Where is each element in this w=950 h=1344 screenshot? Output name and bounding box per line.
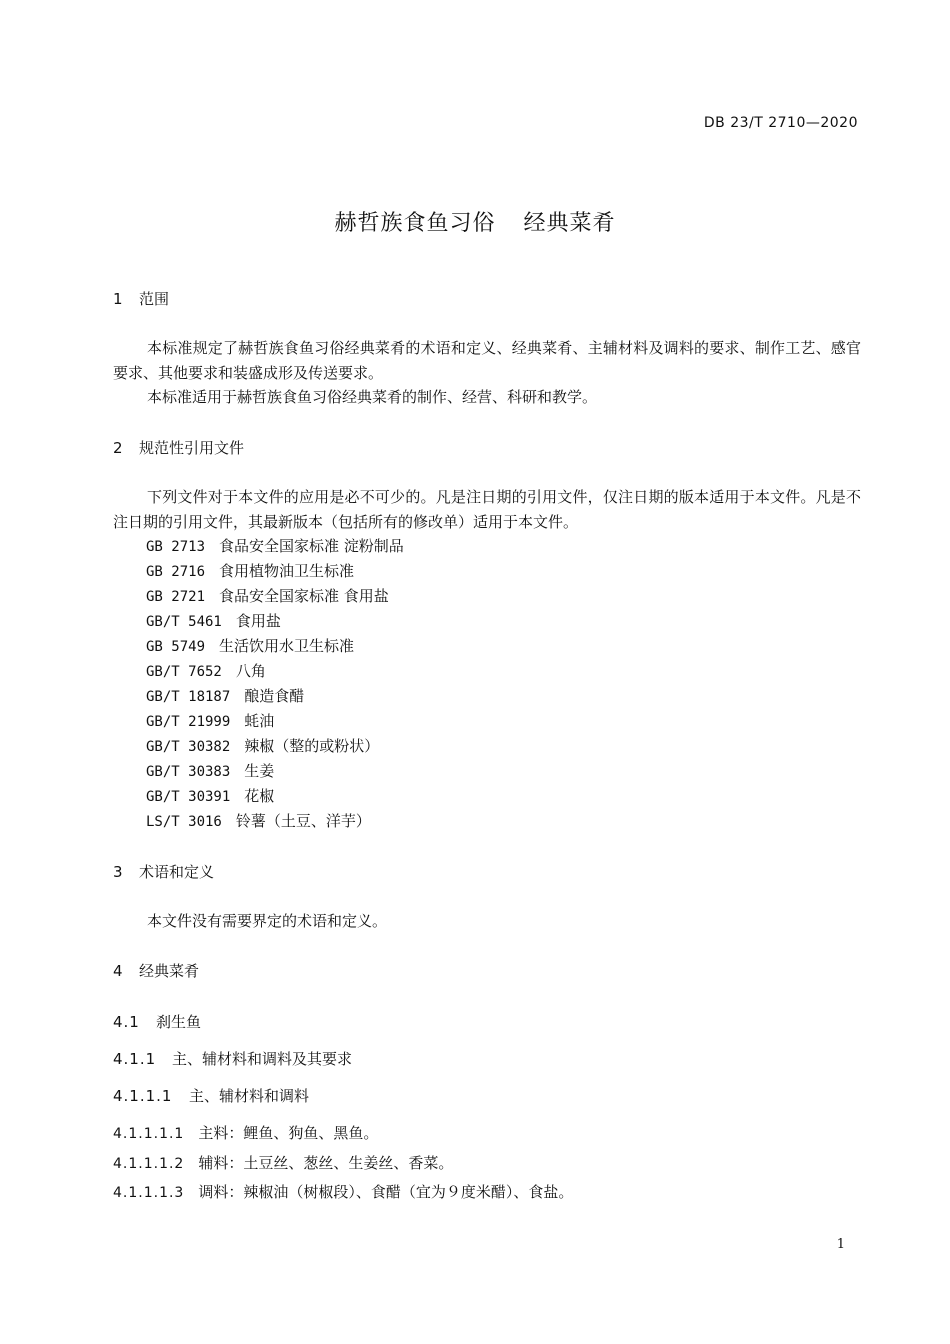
clause-item: 4.1.1.1.2 辅料：土豆丝、葱丝、生姜丝、香菜。 <box>113 1154 454 1172</box>
subsection-heading-4-1-1 <box>113 1048 352 1069</box>
section-heading-scope <box>113 288 169 309</box>
subsection-number: 4.1 <box>113 1013 140 1031</box>
reference-item: GB 2721 食品安全国家标准 食用盐 <box>146 587 389 605</box>
reference-item: GB/T 21999 蚝油 <box>146 712 275 730</box>
reference-item: GB 2716 食用植物油卫生标准 <box>146 562 355 580</box>
page-number: 1 <box>836 1237 845 1252</box>
reference-item: GB/T 30391 花椒 <box>146 787 275 805</box>
reference-item: GB 5749 生活饮用水卫生标准 <box>146 637 355 655</box>
section-heading-dishes <box>113 960 199 981</box>
subsection-title: 刹生鱼 <box>156 1013 202 1031</box>
subsection-number: 4.1.1 <box>113 1050 157 1068</box>
scope-paragraph-2: 本标准适用于赫哲族食鱼习俗经典菜肴的制作、经营、科研和教学。 <box>147 388 598 406</box>
document-title <box>0 206 950 237</box>
terms-paragraph: 本文件没有需要界定的术语和定义。 <box>147 912 388 930</box>
section-title: 规范性引用文件 <box>139 439 245 457</box>
section-title: 范围 <box>139 290 170 308</box>
section-title: 经典菜肴 <box>139 962 200 980</box>
section-heading-normative <box>113 437 244 458</box>
subsection-title: 主、辅材料和调料及其要求 <box>172 1050 353 1068</box>
subsection-title: 主、辅材料和调料 <box>189 1087 310 1105</box>
reference-item: GB/T 18187 酿造食醋 <box>146 687 305 705</box>
reference-item: GB/T 7652 八角 <box>146 662 266 680</box>
reference-item: GB/T 30382 辣椒（整的或粉状） <box>146 737 380 755</box>
section-number: 4 <box>113 962 123 980</box>
clause-item: 4.1.1.1.3 调料：辣椒油（树椒段）、食醋（宜为９度米醋）、食盐。 <box>113 1183 574 1201</box>
scope-paragraph-1: 本标准规定了赫哲族食鱼习俗经典菜肴的术语和定义、经典菜肴、主辅材料及调料的要求、制作工艺、感官要求、其他要求和装盛成形及传送要求。 <box>113 339 861 382</box>
reference-item: LS/T 3016 铃薯（土豆、洋芋） <box>146 812 371 830</box>
title-sub: 经典菜肴 <box>523 211 616 236</box>
subsection-heading-4-1-1-1 <box>113 1085 309 1106</box>
section-title: 术语和定义 <box>139 863 215 881</box>
section-number: 2 <box>113 439 123 457</box>
section-heading-terms <box>113 861 214 882</box>
section-number: 3 <box>113 863 123 881</box>
reference-item: GB/T 5461 食用盐 <box>146 612 281 630</box>
clause-item: 4.1.1.1.1 主料：鲤鱼、狗鱼、黑鱼。 <box>113 1124 379 1142</box>
section-number: 1 <box>113 290 123 308</box>
reference-item: GB/T 30383 生姜 <box>146 762 275 780</box>
document-code: DB 23/T 2710—2020 <box>703 115 858 131</box>
subsection-number: 4.1.1.1 <box>113 1087 173 1105</box>
title-main: 赫哲族食鱼习俗 <box>334 211 496 236</box>
normative-intro: 下列文件对于本文件的应用是必不可少的。凡是注日期的引用文件，仅注日期的版本适用于本文件。凡是不注日期的引用文件，其最新版本（包括所有的修改单）适用于本文件。 <box>113 488 861 531</box>
reference-item: GB 2713 食品安全国家标准 淀粉制品 <box>146 537 404 555</box>
subsection-heading-4-1 <box>113 1011 201 1032</box>
